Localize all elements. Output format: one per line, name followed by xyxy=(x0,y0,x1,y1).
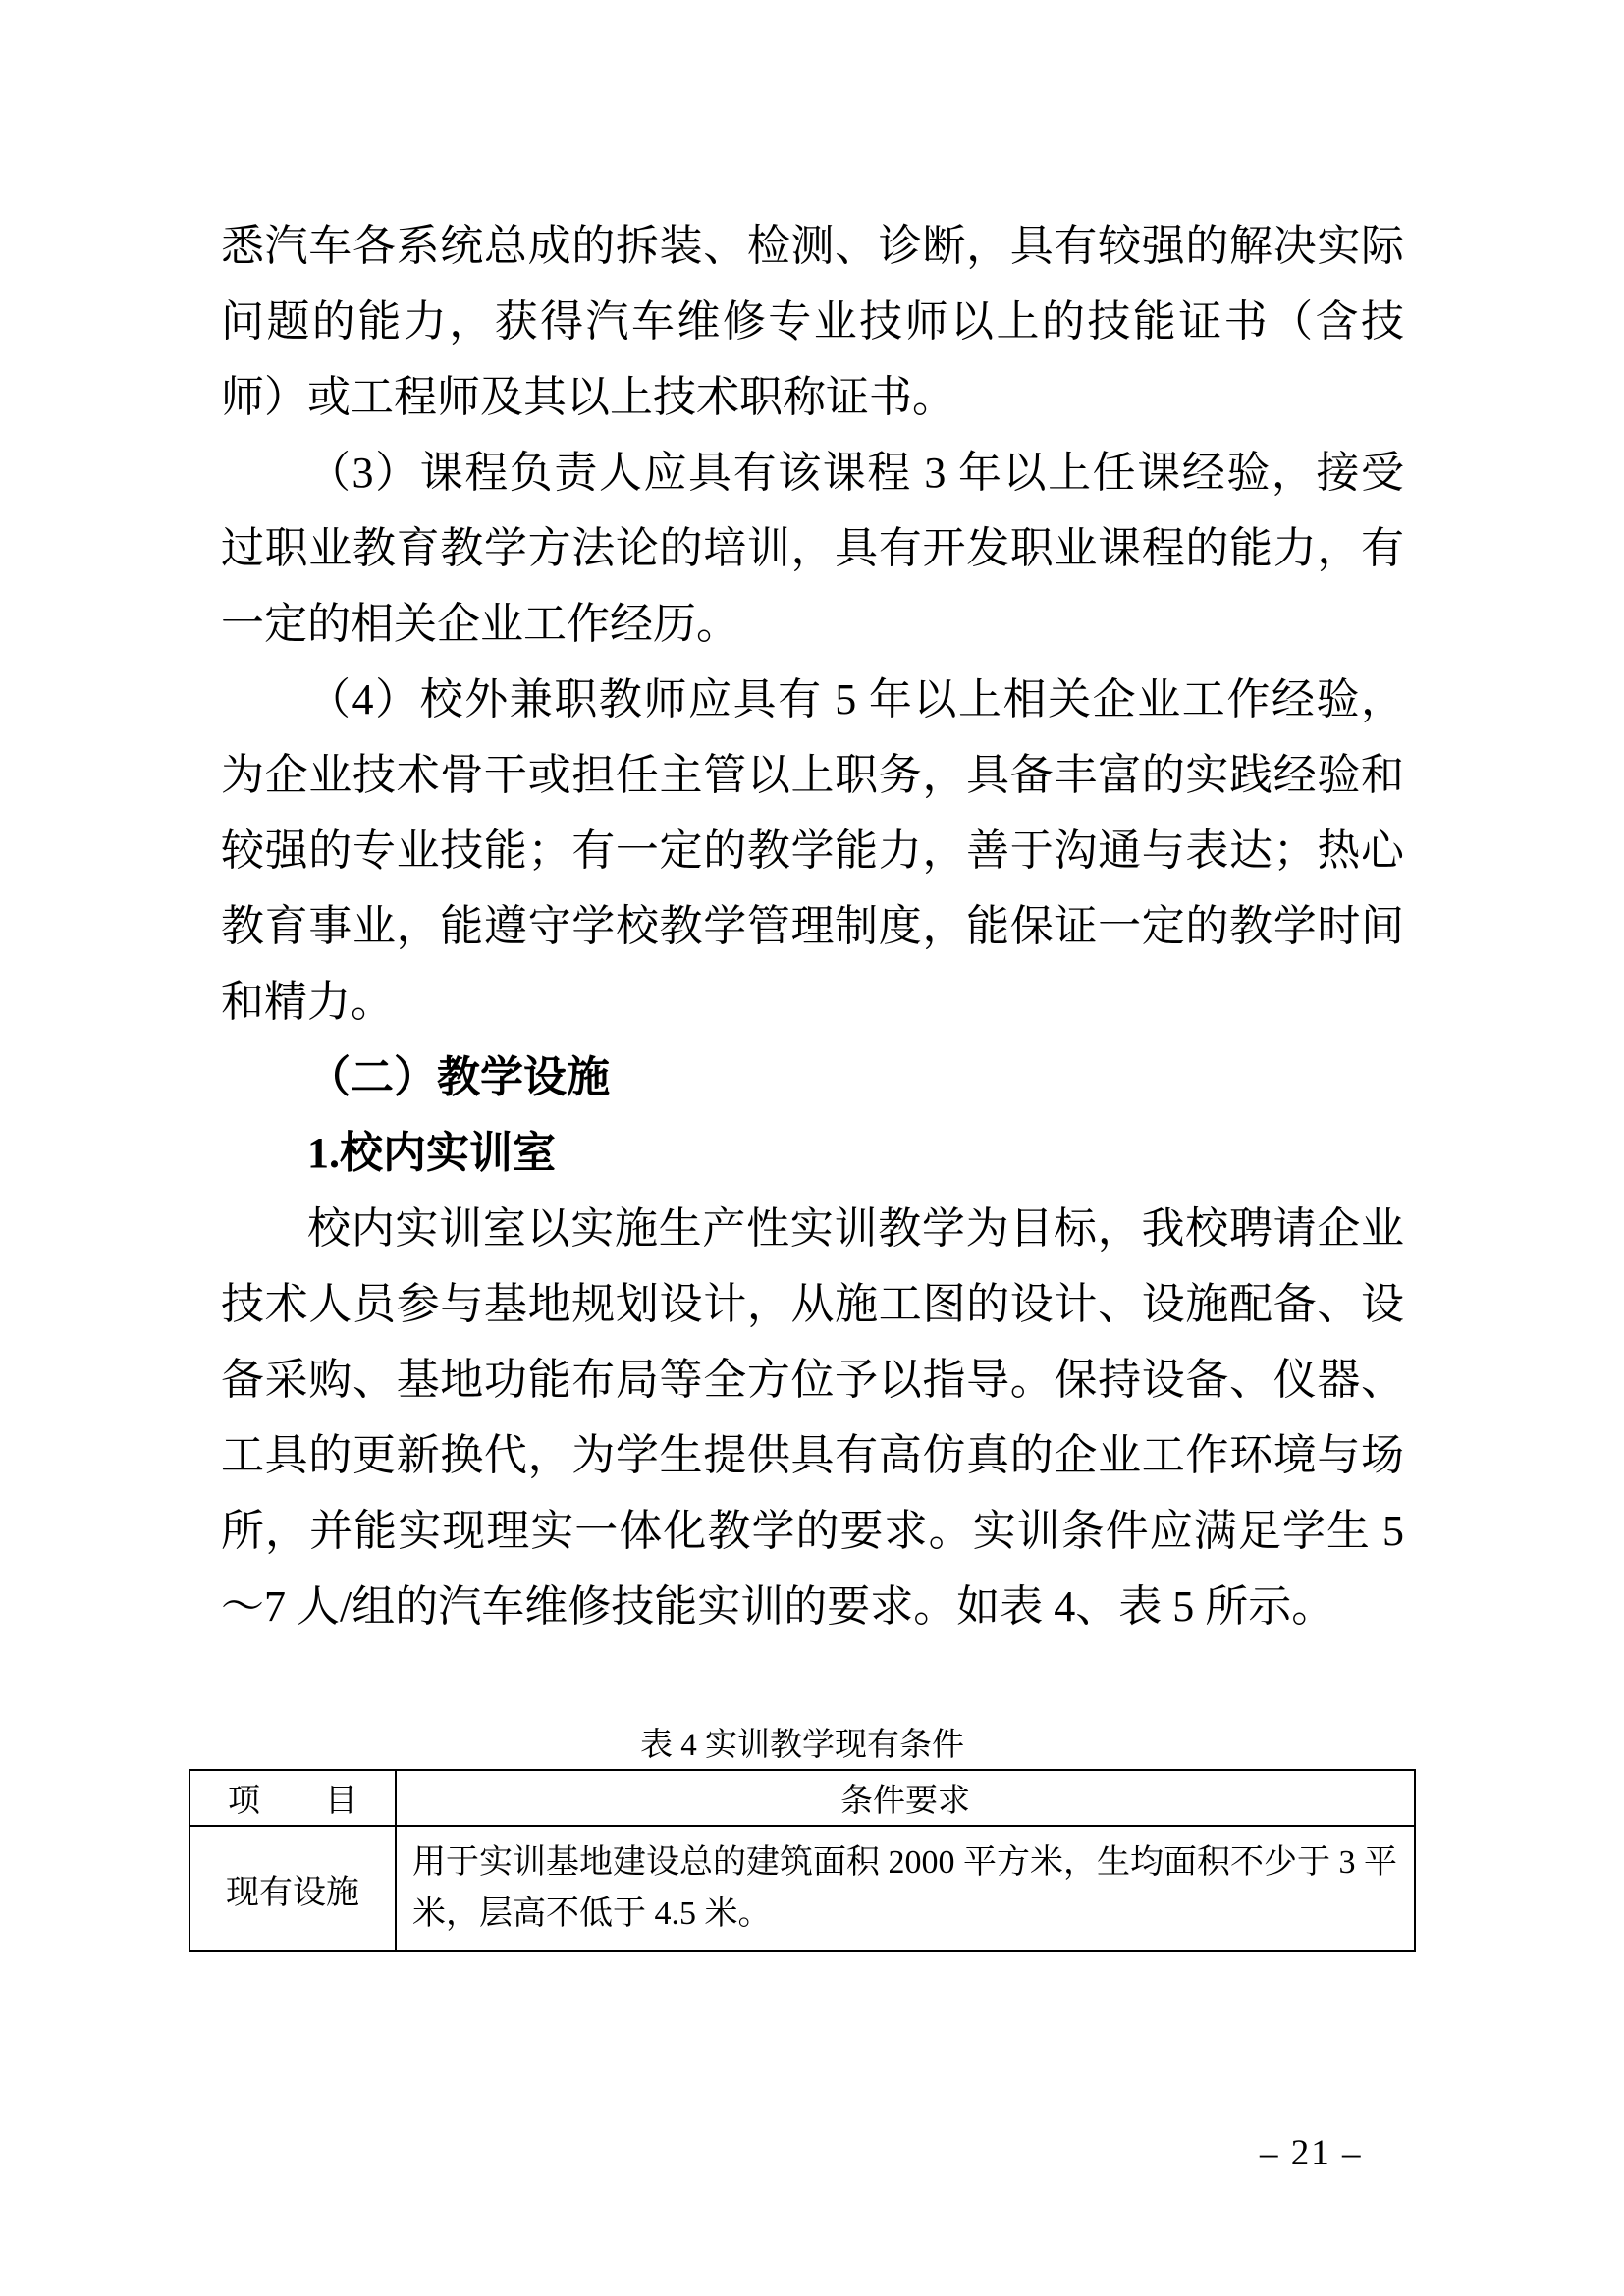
training-conditions-table xyxy=(189,1769,1416,1952)
paragraph-training-room: 校内实训室以实施生产性实训教学为目标，我校聘请企业技术人员参与基地规划设计，从施工图的设计、设施配备、设备采购、基地功能布局等全方位予以指导。保持设备、仪器、工具的更新换代，为学生提供具有高仿真的企业工作环境与场所，并能实现理实一体化教学的要求。实训条件应满足学生 5～7 人/组的汽车维修技能实训的要求。如表 4、表 5 所示。 xyxy=(221,1204,1404,1630)
table-header-item: 项 目 xyxy=(189,1770,396,1826)
paragraph-part-time-teacher: （4）校外兼职教师应具有 5 年以上相关企业工作经验，为企业技术骨干或担任主管以上职务，具备丰富的实践经验和较强的专业技能；有一定的教学能力，善于沟通与表达；热心教育事业，能遵守学校教学管理制度，能保证一定的教学时间和精力。 xyxy=(221,675,1404,1026)
table-header-row xyxy=(189,1770,1415,1826)
table-caption: 表 4 实训教学现有条件 xyxy=(640,1728,964,1763)
table-cell-requirement: 用于实训基地建设总的建筑面积 2000 平方米，生均面积不少于 3 平米，层高不低于 4.5 米。 xyxy=(396,1826,1415,1951)
table-row-existing-facilities xyxy=(189,1826,1415,1951)
page-number: – 21 – xyxy=(1260,2133,1363,2173)
paragraph-certification: 悉汽车各系统总成的拆装、检测、诊断，具有较强的解决实际问题的能力，获得汽车维修专业技师以上的技能证书（含技师）或工程师及其以上技术职称证书。 xyxy=(221,222,1404,421)
table-cell-item: 现有设施 xyxy=(189,1826,396,1951)
section-heading-teaching-facilities: （二）教学设施 xyxy=(307,1053,610,1101)
document-body xyxy=(221,208,1404,1644)
table-header-requirement: 条件要求 xyxy=(396,1770,1415,1826)
paragraph-course-leader: （3）课程负责人应具有该课程 3 年以上任课经验，接受过职业教育教学方法论的培训，具有开发职业课程的能力，有一定的相关企业工作经历。 xyxy=(221,449,1404,648)
subsection-heading-campus-training-room: 1.校内实训室 xyxy=(307,1129,556,1177)
